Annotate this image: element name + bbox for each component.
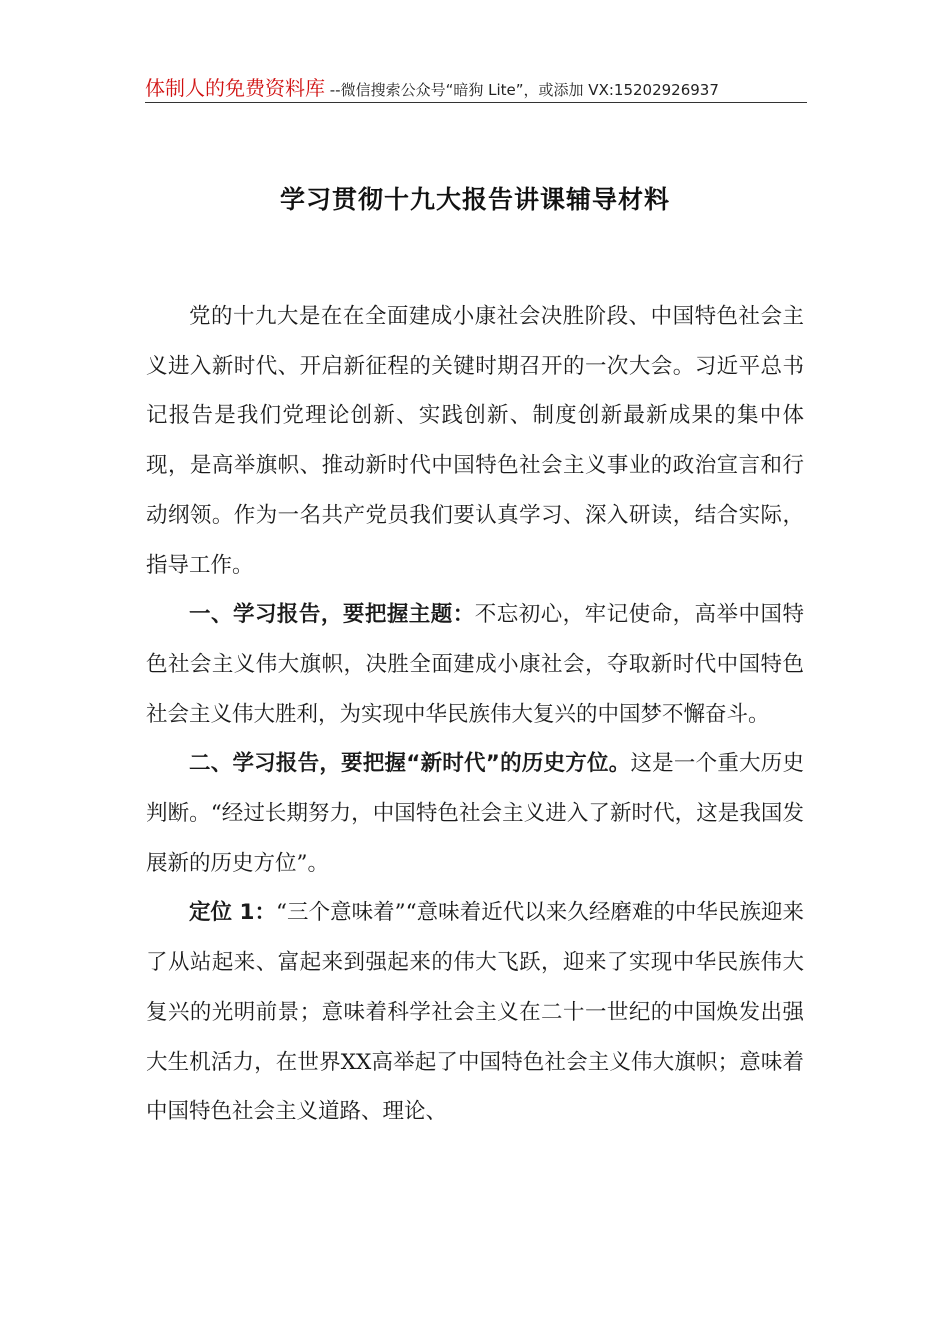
header-brand: 体制人的免费资料库	[145, 76, 325, 100]
page-header	[145, 72, 807, 103]
document-body	[146, 292, 804, 1137]
header-note: --微信搜索公众号“暗狗 Lite”，或添加 VX:15202926937	[325, 81, 719, 99]
paragraph-text: 不忘初心，牢记使命，高举中国特色社会主义伟大旗帜，决胜全面建成小康社会，夺取新时代中国特色社会主义伟大胜利，为实现中华民族伟大复兴的中国梦不懈奋斗。	[146, 602, 804, 727]
paragraph-text: 党的十九大是在在全面建成小康社会决胜阶段、中国特色社会主义进入新时代、开启新征程的关键时期召开的一次大会。习近平总书记报告是我们党理论创新、实践创新、制度创新最新成果的集中体现，是高举旗帜、推动新时代中国特色社会主义事业的政治宣言和行动纲领。作为一名共产党员我们要认真学习、深入研读，结合实际，指导工作。	[146, 304, 804, 578]
paragraph-lead: 定位 1：	[189, 900, 277, 926]
paragraph-position-1	[146, 888, 804, 1137]
paragraph-lead: 二、学习报告，要把握“新时代”的历史方位。	[189, 751, 631, 777]
paragraph-intro	[146, 292, 804, 590]
document-title: 学习贯彻十九大报告讲课辅导材料	[279, 185, 670, 214]
paragraph-theme	[146, 590, 804, 739]
paragraph-text: “三个意味着”“意味着近代以来久经磨难的中华民族迎来了从站起来、富起来到强起来的伟大飞跃，迎来了实现中华民族伟大复兴的光明前景；意味着科学社会主义在二十一世纪的中国焕发出强大生机活力，在世界XX高举起了中国特色社会主义伟大旗帜；意味着中国特色社会主义道路、理论、	[146, 900, 804, 1125]
paragraph-lead: 一、学习报告，要把握主题：	[189, 602, 475, 628]
paragraph-new-era	[146, 739, 804, 888]
paragraph-text: 这是一个重大历史判断。“经过长期努力，中国特色社会主义进入了新时代，这是我国发展新的历史方位”。	[146, 751, 804, 876]
